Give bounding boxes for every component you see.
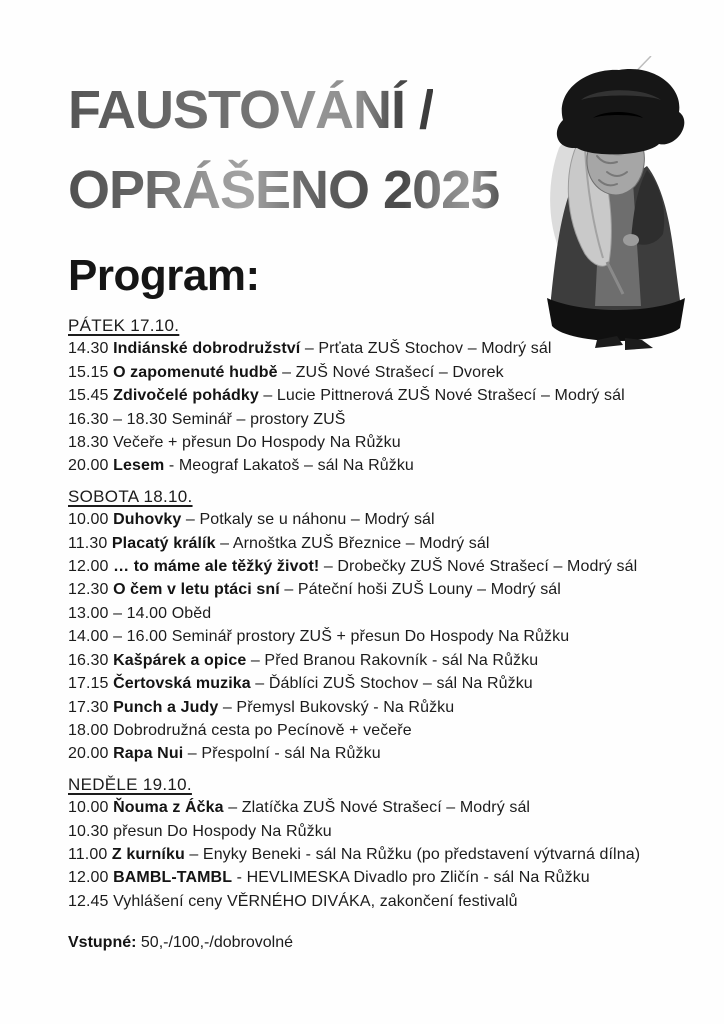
program-item — [68, 890, 694, 913]
item-text-pre: 17.30 — [68, 698, 114, 716]
item-text-pre: 20.00 — [68, 745, 114, 763]
item-title: Rapa Nui — [113, 745, 184, 763]
item-title: O zapomenuté hudbě — [113, 363, 278, 381]
poster-title-line-1: FAUSTOVÁNÍ / — [68, 70, 433, 150]
item-text-pre: 11.30 — [68, 534, 112, 552]
program-section — [68, 300, 694, 478]
item-text-post: – Páteční hoši ZUŠ Louny – Modrý sál — [279, 581, 561, 599]
item-title: Lesem — [113, 457, 165, 475]
item-text-pre: 14.30 — [68, 340, 114, 358]
program-heading: Program: — [68, 251, 260, 300]
poster-title-line-2: OPRÁŠENO 2025 — [68, 150, 499, 230]
item-text-pre: 10.00 — [68, 799, 114, 817]
item-text-pre: 15.45 — [68, 387, 114, 405]
item-text-post: – Ďáblíci ZUŠ Stochov – sál Na Růžku — [250, 675, 533, 693]
section-items — [68, 508, 694, 765]
item-title: Ňouma z Áčka — [113, 799, 224, 817]
section-items — [68, 337, 694, 477]
program-item — [68, 602, 694, 625]
item-text-post: – Zlatíčka ZUŠ Nové Strašecí – Modrý sál — [223, 799, 531, 817]
program-item — [68, 820, 694, 843]
entry-fee-label: Vstupné: — [68, 934, 137, 952]
program-item — [68, 578, 694, 601]
item-text-post: – Prťata ZUŠ Stochov – Modrý sál — [300, 340, 552, 358]
item-text-post: – Enyky Beneki - sál Na Růžku (po představení výtvarná dílna) — [184, 845, 641, 863]
item-text-pre: 14.00 – 16.00 Seminář prostory ZUŠ + přesun Do Hospody Na Růžku — [68, 628, 570, 646]
program-item — [68, 337, 694, 360]
item-title: BAMBL-TAMBL — [113, 869, 233, 887]
item-text-pre: 11.00 — [68, 845, 112, 863]
item-text-pre: 13.00 – 14.00 Oběd — [68, 604, 212, 622]
program-item — [68, 454, 694, 477]
section-items — [68, 796, 694, 913]
program-item — [68, 625, 694, 648]
item-text-post: – Přemysl Bukovský - Na Růžku — [218, 698, 455, 716]
program-sections — [68, 300, 694, 913]
item-text-pre: 20.00 — [68, 457, 114, 475]
program-item — [68, 649, 694, 672]
program-item — [68, 719, 694, 742]
item-title: … to máme ale těžký život! — [113, 558, 320, 576]
program-item — [68, 866, 694, 889]
item-text-pre: 16.30 — [68, 651, 114, 669]
item-text-pre: 18.00 Dobrodružná cesta po Pecínově + večeře — [68, 721, 412, 739]
item-text-post: – Drobečky ZUŠ Nové Strašecí – Modrý sál — [319, 558, 638, 576]
item-text-post: - HEVLIMESKA Divadlo pro Zličín - sál Na Růžku — [232, 869, 590, 887]
entry-fee-line — [68, 931, 694, 954]
program-section — [68, 478, 694, 766]
program-section — [68, 766, 694, 913]
item-text-pre: 12.00 — [68, 558, 114, 576]
item-text-pre: 16.30 – 18.30 Seminář – prostory ZUŠ — [68, 410, 346, 428]
program-item — [68, 431, 694, 454]
program-item — [68, 532, 694, 555]
item-title: Z kurníku — [111, 845, 185, 863]
item-text-post: – Před Branou Rakovník - sál Na Růžku — [246, 651, 539, 669]
item-text-post: – Lucie Pittnerová ZUŠ Nové Strašecí – Modrý sál — [258, 387, 625, 405]
program-item — [68, 508, 694, 531]
program-item — [68, 408, 694, 431]
item-text-pre: 10.30 přesun Do Hospody Na Růžku — [68, 822, 332, 840]
program-item — [68, 843, 694, 866]
item-text-pre: 18.30 Večeře + přesun Do Hospody Na Růžku — [68, 434, 401, 452]
puppet-hat — [557, 69, 684, 154]
item-title: Indiánské dobrodružství — [113, 340, 301, 358]
program-item — [68, 384, 694, 407]
program-item — [68, 796, 694, 819]
item-text-post: - Meograf Lakatoš – sál Na Růžku — [164, 457, 414, 475]
item-text-pre: 12.30 — [68, 581, 114, 599]
item-title: O čem v letu ptáci sní — [113, 581, 280, 599]
item-text-pre: 10.00 — [68, 511, 114, 529]
program-item — [68, 361, 694, 384]
section-heading: NEDĚLE 19.10. — [68, 774, 192, 794]
program-item — [68, 742, 694, 765]
entry-fee-value: 50,-/100,-/dobrovolné — [136, 934, 293, 952]
item-text-post: – Přespolní - sál Na Růžku — [183, 745, 381, 763]
program-item — [68, 696, 694, 719]
item-text-pre: 15.15 — [68, 363, 114, 381]
program-item — [68, 672, 694, 695]
item-text-pre: 12.45 Vyhlášení ceny VĚRNÉHO DIVÁKA, zakončení festivalů — [68, 892, 518, 910]
item-text-pre: 17.15 — [68, 675, 114, 693]
item-title: Punch a Judy — [113, 698, 219, 716]
section-heading: SOBOTA 18.10. — [68, 486, 193, 506]
item-title: Zdivočelé pohádky — [113, 387, 259, 405]
program-item — [68, 555, 694, 578]
item-title: Placatý králík — [111, 534, 216, 552]
item-text-post: – ZUŠ Nové Strašecí – Dvorek — [277, 363, 504, 381]
item-text-pre: 12.00 — [68, 869, 114, 887]
item-title: Kašpárek a opice — [113, 651, 247, 669]
item-title: Duhovky — [113, 511, 182, 529]
item-text-post: – Potkaly se u náhonu – Modrý sál — [181, 511, 435, 529]
section-heading: PÁTEK 17.10. — [68, 316, 180, 335]
item-title: Čertovská muzika — [113, 675, 251, 693]
item-text-post: – Arnoštka ZUŠ Březnice – Modrý sál — [215, 534, 490, 552]
